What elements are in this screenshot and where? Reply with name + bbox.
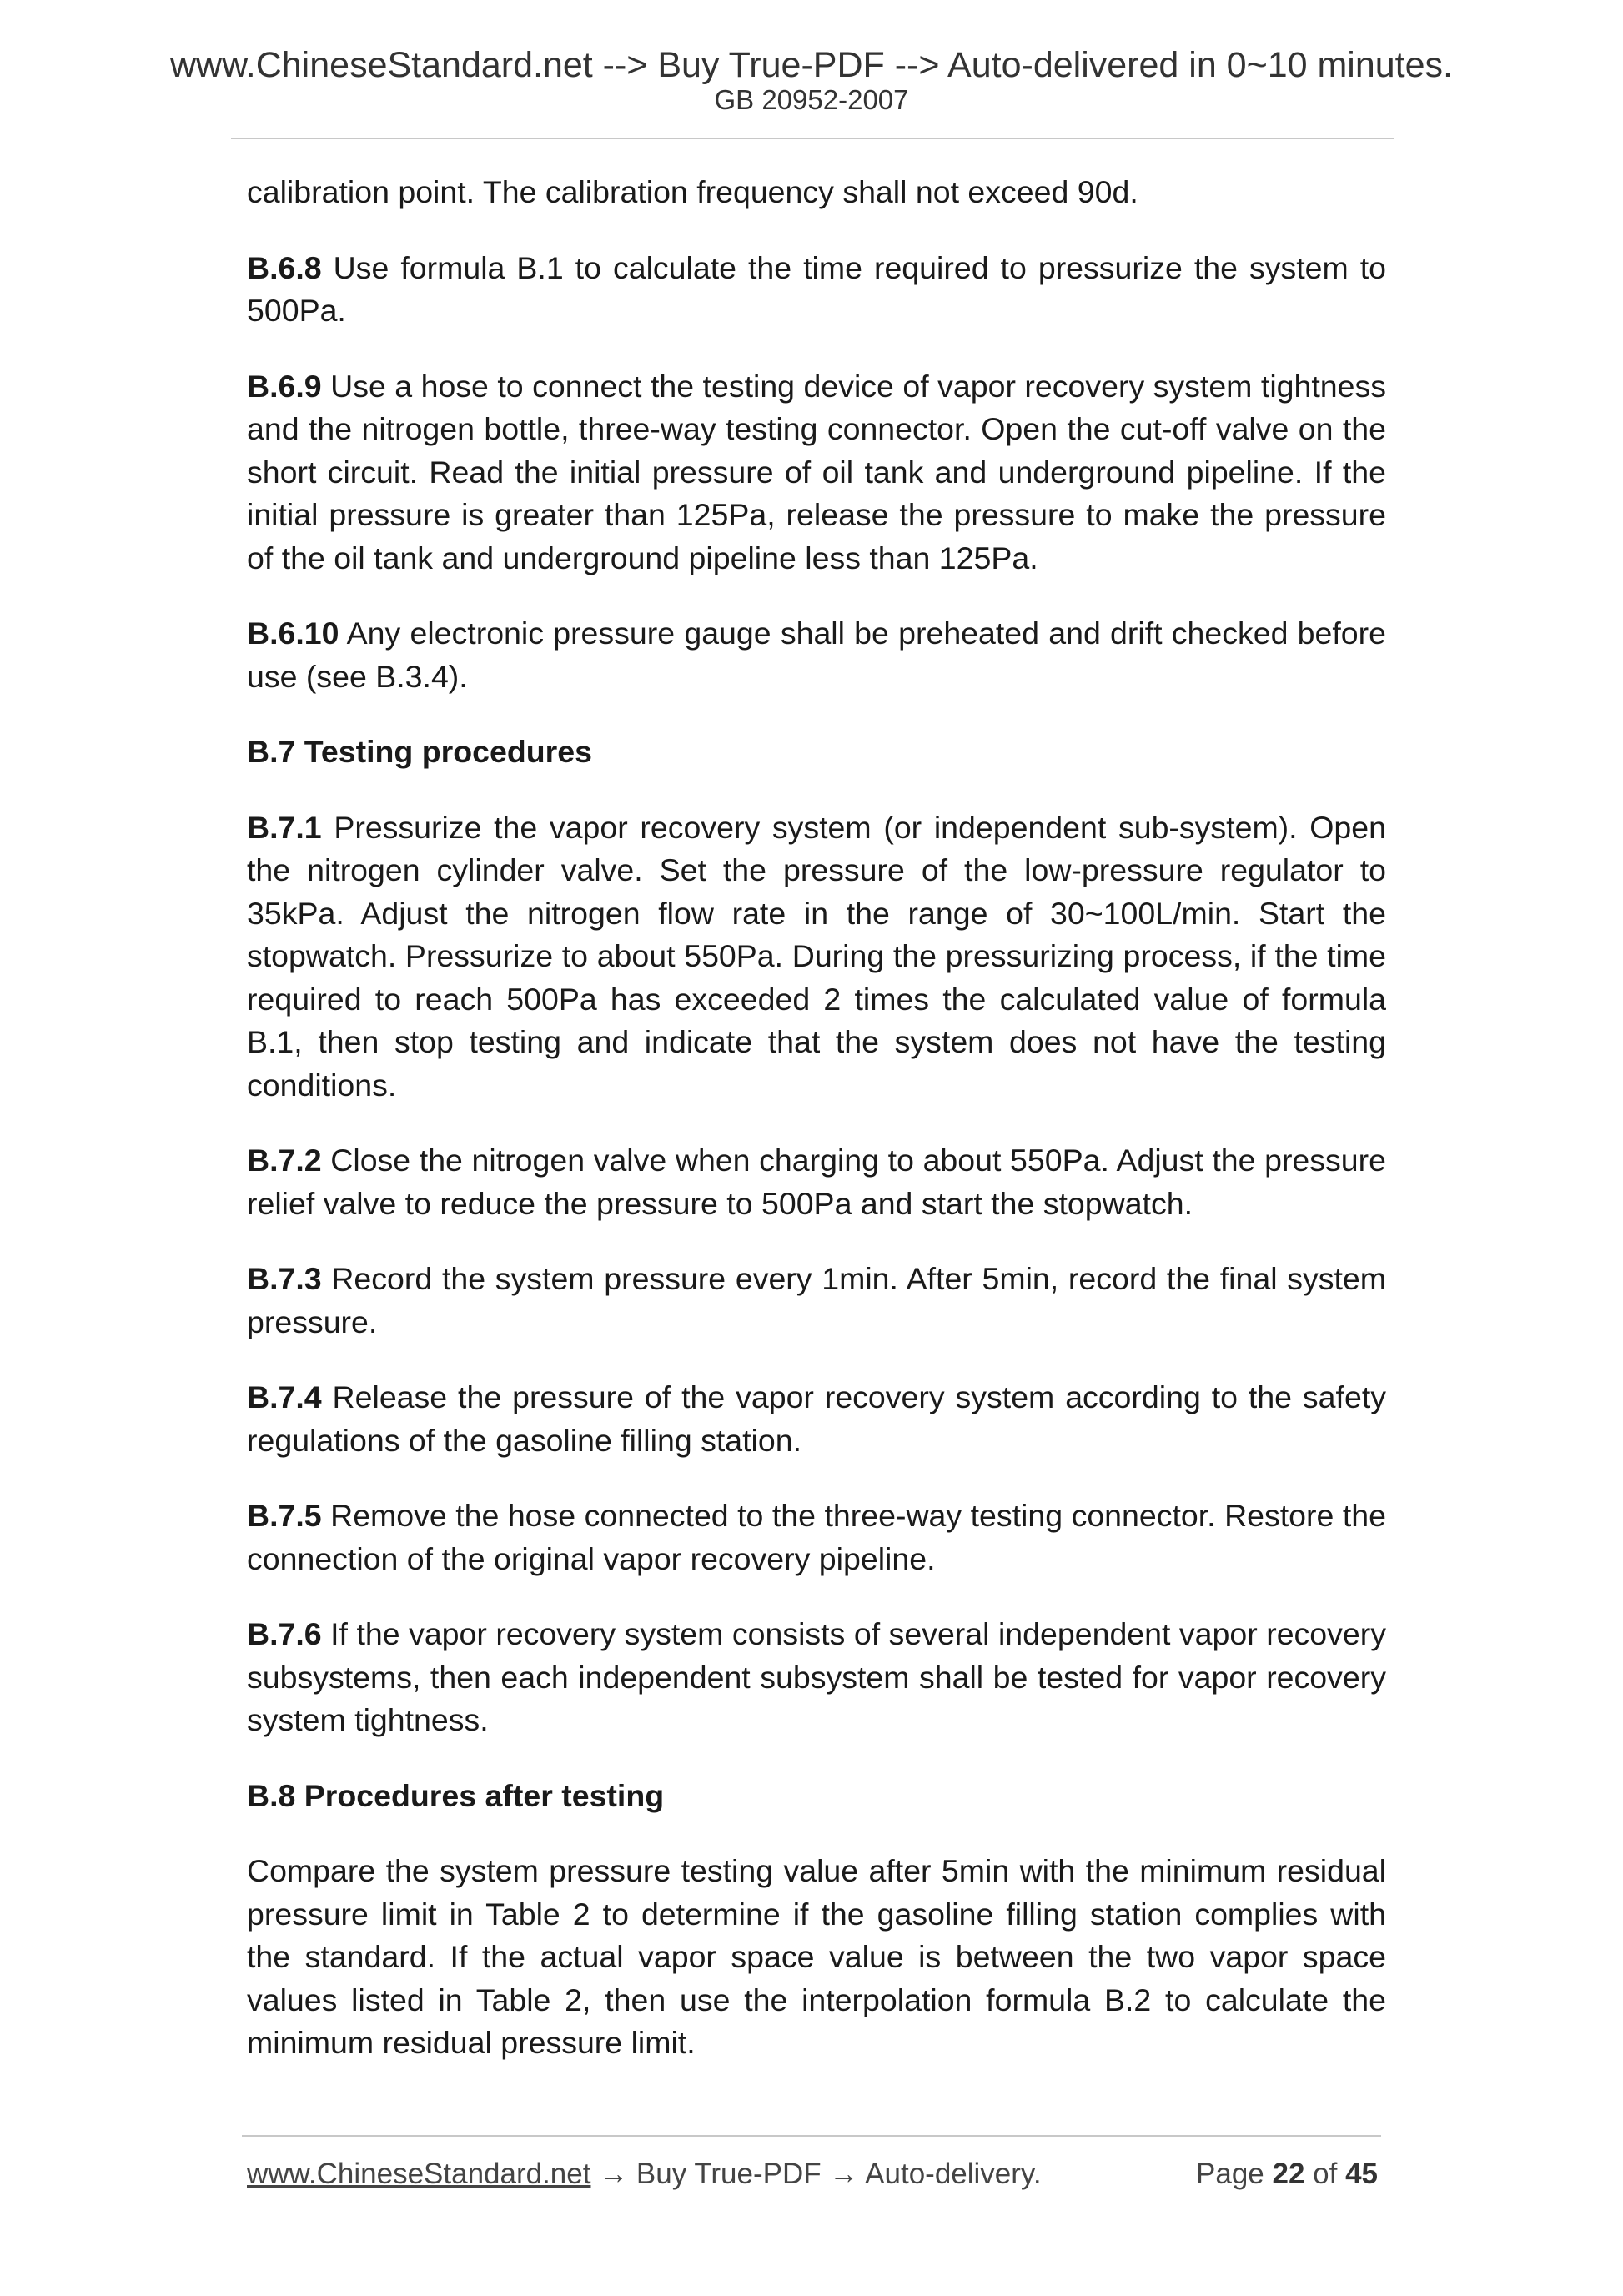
clause-number: B.7.5 [247,1498,322,1533]
header-divider [231,138,1394,139]
clause-text: Release the pressure of the vapor recovery system according to the safety regulations of the gasoline filling station. [247,1379,1386,1458]
section-heading-b7: B.7 Testing procedures [247,734,592,769]
clause-text: Any electronic pressure gauge shall be preheated and drift checked before use (see B.3.4). [247,615,1386,694]
page-label: Page [1196,2158,1273,2190]
clause-number: B.7.3 [247,1261,322,1296]
clause-b6-8 [247,247,1386,333]
clause-text: Close the nitrogen valve when charging to about 550Pa. Adjust the pressure relief valve to reduce the pressure to 500Pa and start the stopwatch. [247,1143,1386,1221]
source-banner: www.ChineseStandard.net --> Buy True-PDF --> Auto-delivered in 0~10 minutes. [169,45,1453,85]
page-indicator [1196,2156,1378,2193]
clause-b7-4 [247,1376,1386,1462]
clause-text: Remove the hose connected to the three-way testing connector. Restore the connection of the original vapor recovery pipeline. [247,1498,1386,1576]
clause-text: Pressurize the vapor recovery system (or independent sub-system). Open the nitrogen cylinder valve. Set the pressure of the low-pressure regulator to 35kPa. Adjust the nitrogen flow rate in the range of 30~100L/min. Start the stopwatch. Pressurize to about 550Pa. During the pressurizing process, if the time required to reach 500Pa has exceeded 2 times the calculated value of formula B.1, then stop testing and indicate that the system does not have the testing conditions. [247,809,1386,1103]
standard-number: GB 20952-2007 [714,84,909,115]
clause-text: Use formula B.1 to calculate the time required to pressurize the system to 500Pa. [247,249,1386,328]
clause-number: B.6.9 [247,368,322,404]
clause-b7-2 [247,1139,1386,1225]
clause-b7-5 [247,1495,1386,1580]
current-page-number: 22 [1272,2158,1305,2190]
clause-b7-1 [247,806,1386,1108]
clause-number: B.7.1 [247,809,322,845]
footer-promo-text: → Buy True-PDF → Auto-delivery. [590,2158,1042,2190]
footer-site-link[interactable]: www.ChineseStandard.net [247,2158,591,2190]
section-heading-b8: B.8 Procedures after testing [247,1777,665,1813]
paragraph-b8: Compare the system pressure testing value after 5min with the minimum residual pressure limit in Table 2 to determine if the gasoline filling station complies with the standard. If the actual vapor space value is between the two vapor space values listed in Table 2, then use the interpolation formula B.2 to calculate the minimum residual pressure limit. [247,1853,1386,2060]
footer-divider [242,2135,1381,2137]
clause-number: B.7.6 [247,1616,322,1651]
page-of-label: of [1304,2158,1346,2190]
clause-number: B.7.2 [247,1143,322,1178]
clause-text: Use a hose to connect the testing device of vapor recovery system tightness and the nitrogen bottle, three-way testing connector. Open the cut-off valve on the short circuit. Read the initial pressure of oil tank and underground pipeline. If the initial pressure is greater than 125Pa, release the pressure to make the pressure of the oil tank and underground pipeline less than 125Pa. [247,368,1386,575]
clause-text: Record the system pressure every 1min. After 5min, record the final system pressure. [247,1261,1386,1339]
clause-b6-9 [247,365,1386,580]
clause-b7-3 [247,1258,1386,1344]
clause-b7-6 [247,1613,1386,1742]
page-content [247,171,1386,2098]
clause-text: If the vapor recovery system consists of several independent vapor recovery subsystems, then each independent subsystem shall be tested for vapor recovery system tightness. [247,1616,1386,1737]
clause-b6-10 [247,612,1386,698]
total-pages-number: 45 [1345,2158,1378,2190]
clause-number: B.6.10 [247,615,339,651]
footer-promo [247,2156,1042,2193]
paragraph-b6-7-continued: calibration point. The calibration frequency shall not exceed 90d. [247,174,1138,209]
clause-number: B.6.8 [247,249,322,285]
clause-number: B.7.4 [247,1379,322,1414]
